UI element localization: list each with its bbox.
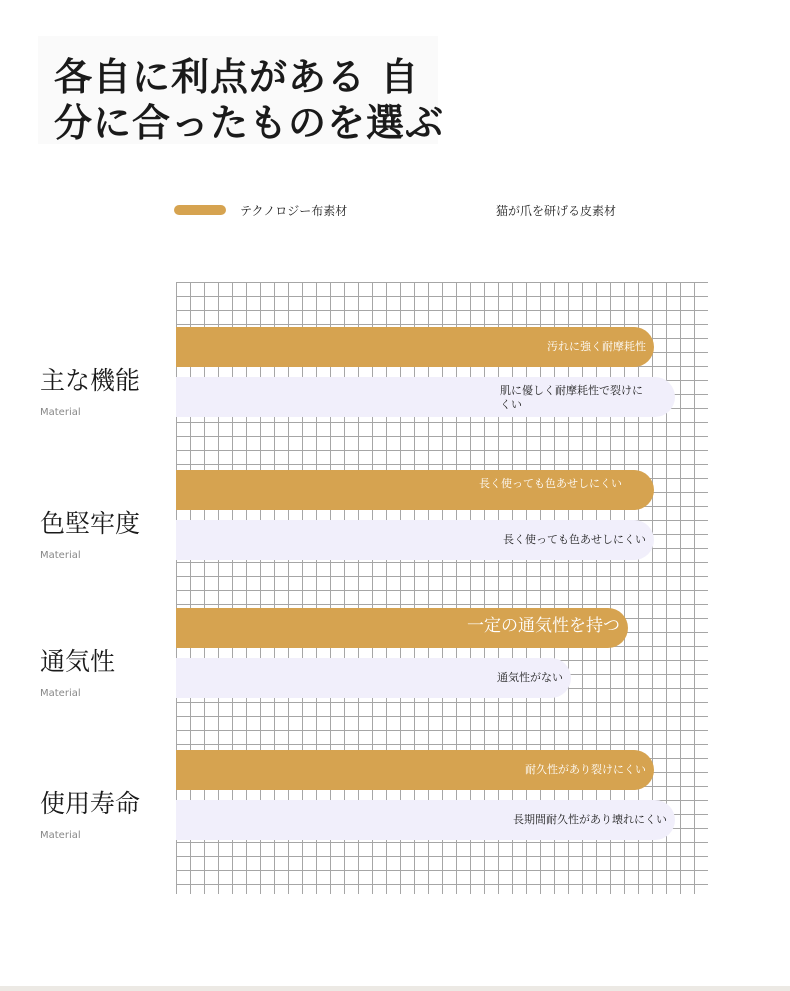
category-subtitle: Material [40,407,81,418]
legend-label-leather: 猫が爪を研げる皮素材 [496,203,617,218]
category-name: 使用寿命 [40,789,141,818]
legend-label-fabric: テクノロジー布素材 [240,203,348,218]
category-1 [40,504,140,561]
title-block [38,36,445,145]
page-title-line-2: 分に合ったものを選ぶ [54,101,445,145]
category-name: 主な機能 [40,366,141,395]
category-3 [40,784,140,841]
category-name: 色堅牢度 [40,509,141,538]
category-name: 通気性 [40,647,116,676]
category-subtitle: Material [40,550,81,561]
bottom-divider [0,986,790,991]
leather-bar-label: 長く使っても色あせしにくい [503,533,646,546]
fabric-bar-label: 一定の通気性を持つ [467,616,620,636]
legend-swatch-fabric [174,205,226,215]
category-subtitle: Material [40,688,81,699]
category-subtitle: Material [40,830,81,841]
leather-bar-label: 肌に優しく耐摩耗性で裂けにくい [500,384,643,411]
leather-bar-label: 通気性がない [497,671,563,684]
legend-item-fabric [174,198,347,222]
legend-item-leather [496,198,616,222]
fabric-bar-label: 長く使っても色あせしにくい [479,477,622,490]
leather-bar-label: 長期間耐久性があり壊れにくい [513,813,667,826]
page-title-line-1: 各自に利点がある 自 [54,55,420,99]
category-0 [40,361,140,418]
fabric-bar-label: 汚れに強く耐摩耗性 [547,340,646,353]
fabric-bar-label: 耐久性があり裂けにくい [525,763,646,776]
category-2 [40,642,115,699]
